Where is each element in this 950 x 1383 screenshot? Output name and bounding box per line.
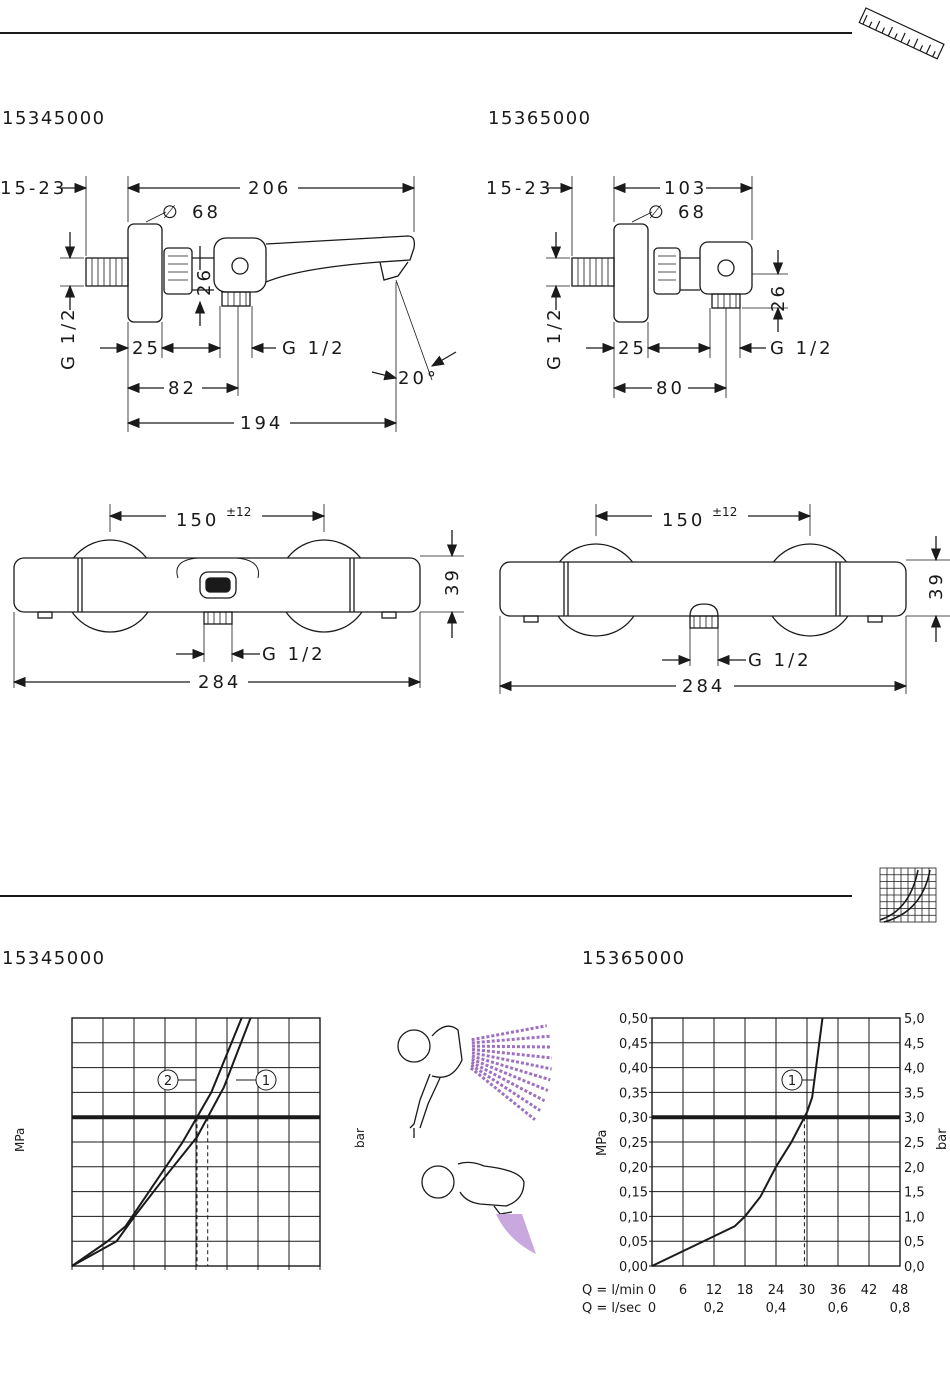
right-side-view bbox=[546, 176, 788, 398]
dim-width-left: 284 bbox=[198, 672, 242, 693]
dim-thread-right: G 1/2 bbox=[770, 338, 834, 359]
dim-80: 80 bbox=[656, 378, 685, 399]
dim-tolerance-left: ±12 bbox=[226, 505, 252, 519]
dim-tolerance-right: ±12 bbox=[712, 505, 738, 519]
svg-text:1: 1 bbox=[787, 1074, 797, 1089]
y-tick-mpa: 0,05 bbox=[619, 1235, 648, 1251]
dim-82: 82 bbox=[168, 378, 197, 399]
x-tick-lmin: 48 bbox=[891, 1283, 909, 1298]
y-tick-mpa: 0,45 bbox=[619, 1036, 648, 1052]
dim-height-39-right: 39 bbox=[926, 571, 947, 600]
dim-length-103: 103 bbox=[664, 178, 708, 199]
y-tick-bar: 5,0 bbox=[904, 1012, 925, 1027]
y-tick-bar: 2,0 bbox=[904, 1160, 925, 1176]
y-tick-bar: 4,5 bbox=[904, 1036, 925, 1052]
dim-connection-range-left: 15-23 bbox=[0, 178, 68, 199]
x-tick-lmin: 12 bbox=[705, 1283, 723, 1298]
x-tick-lmin: 36 bbox=[829, 1283, 847, 1298]
dim-connection-range-right: 15-23 bbox=[486, 178, 554, 199]
dim-25-left: 25 bbox=[132, 338, 161, 359]
right-chart-ylabel: MPa bbox=[595, 1129, 610, 1156]
y-tick-bar: 4,0 bbox=[904, 1061, 925, 1077]
left-marker-2 bbox=[158, 1070, 196, 1090]
x-tick-lmin: 18 bbox=[736, 1283, 754, 1298]
flow-chart-left bbox=[13, 1018, 367, 1270]
x-tick-lsec: 0 bbox=[647, 1301, 657, 1316]
dim-194: 194 bbox=[240, 413, 284, 434]
dim-thread-front-right: G 1/2 bbox=[748, 650, 812, 671]
x-tick-lmin: 30 bbox=[798, 1283, 816, 1298]
dim-thread-left: G 1/2 bbox=[282, 338, 346, 359]
left-side-view bbox=[60, 176, 456, 432]
y-tick-mpa: 0,40 bbox=[619, 1061, 648, 1077]
y-tick-mpa: 0,30 bbox=[619, 1111, 648, 1127]
y-tick-mpa: 0,20 bbox=[619, 1160, 648, 1176]
dim-height-26-left: 26 bbox=[194, 267, 215, 296]
y-tick-bar: 0,0 bbox=[904, 1260, 925, 1275]
svg-text:2: 2 bbox=[163, 1074, 173, 1089]
dim-25-right: 25 bbox=[618, 338, 647, 359]
dim-height-26-right: 26 bbox=[768, 283, 789, 312]
right-front-view bbox=[500, 504, 950, 694]
x-tick-lmin: 24 bbox=[767, 1283, 785, 1298]
hand-shower-icon bbox=[398, 1026, 552, 1138]
y-tick-mpa: 0,10 bbox=[619, 1210, 648, 1226]
x-tick-lmin: 6 bbox=[678, 1283, 688, 1298]
x-tick-lsec: 0,6 bbox=[827, 1301, 849, 1316]
flow-chart-right bbox=[582, 1012, 950, 1316]
q-lmin-label: Q = l/min bbox=[582, 1283, 644, 1298]
dim-thread-vertical-right: G 1/2 bbox=[544, 306, 565, 370]
y-tick-bar: 2,5 bbox=[904, 1136, 925, 1151]
q-lsec-label: Q = l/sec bbox=[582, 1301, 642, 1316]
right-marker-1 bbox=[782, 1070, 814, 1090]
dim-centers-left: 150 bbox=[176, 510, 220, 531]
flow-code-right: 15365000 bbox=[582, 948, 686, 969]
y-tick-bar: 3,5 bbox=[904, 1086, 925, 1102]
dim-diameter-right: 68 bbox=[678, 202, 707, 223]
dim-centers-right: 150 bbox=[662, 510, 706, 531]
y-tick-mpa: 0,35 bbox=[619, 1086, 648, 1102]
dim-thread-front-left: G 1/2 bbox=[262, 644, 326, 665]
y-tick-bar: 1,5 bbox=[904, 1185, 925, 1201]
y-tick-bar: 3,0 bbox=[904, 1111, 925, 1127]
dim-length-206: 206 bbox=[248, 178, 292, 199]
y-tick-bar: 0,5 bbox=[904, 1235, 925, 1251]
product-code-right: 15365000 bbox=[488, 108, 592, 129]
diameter-symbol-left: ∅ bbox=[162, 202, 181, 223]
y-tick-bar: 1,0 bbox=[904, 1210, 925, 1226]
left-chart-y2label: bar bbox=[353, 1128, 367, 1148]
dim-width-right: 284 bbox=[682, 676, 726, 697]
y-tick-mpa: 0,15 bbox=[619, 1185, 648, 1201]
x-tick-lmin: 42 bbox=[860, 1283, 878, 1298]
dim-diameter-left: 68 bbox=[192, 202, 221, 223]
x-tick-lmin: 0 bbox=[647, 1283, 657, 1298]
x-tick-lsec: 0,2 bbox=[703, 1301, 725, 1316]
dim-thread-vertical-left: G 1/2 bbox=[58, 306, 79, 370]
y-tick-mpa: 0,25 bbox=[619, 1136, 648, 1151]
y-tick-mpa: 0,00 bbox=[619, 1260, 648, 1275]
right-chart-y2label: bar bbox=[935, 1128, 950, 1150]
dim-height-39-left: 39 bbox=[442, 567, 463, 596]
diameter-symbol-right: ∅ bbox=[648, 202, 667, 223]
y-tick-mpa: 0,50 bbox=[619, 1012, 648, 1027]
x-tick-lsec: 0,4 bbox=[765, 1301, 787, 1316]
product-code-left: 15345000 bbox=[2, 108, 106, 129]
left-front-view bbox=[14, 504, 464, 688]
flow-diagram-icon bbox=[880, 868, 936, 922]
x-tick-lsec: 0,8 bbox=[889, 1301, 911, 1316]
left-marker-1 bbox=[236, 1070, 276, 1090]
dim-angle: 20° bbox=[398, 368, 439, 389]
svg-text:1: 1 bbox=[261, 1074, 271, 1089]
bath-spout-icon bbox=[422, 1162, 536, 1254]
flow-code-left: 15345000 bbox=[2, 948, 106, 969]
left-chart-ylabel: MPa bbox=[13, 1127, 27, 1152]
